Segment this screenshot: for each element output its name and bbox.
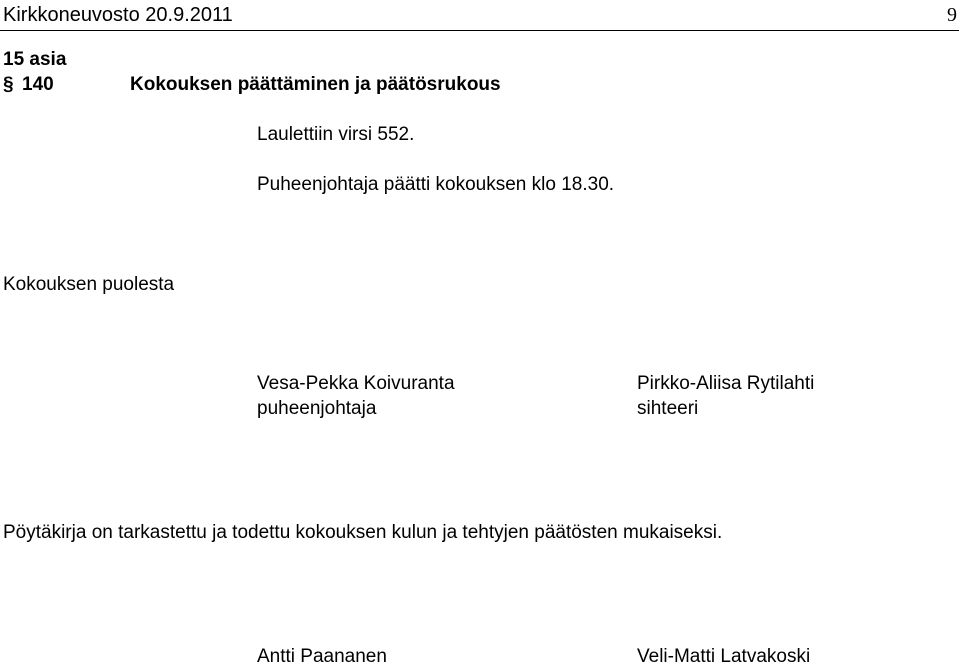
section-symbol: § [3,74,14,95]
verification-text: Pöytäkirja on tarkastettu ja todettu kokouksen kulun ja tehtyjen päätösten mukaiseksi. [3,522,723,543]
on-behalf-label: Kokouksen puolesta [3,274,175,295]
header-title: Kirkkoneuvosto 20.9.2011 [3,4,233,26]
chair-name: Vesa-Pekka Koivuranta [257,373,455,394]
section-number: 140 [22,74,54,95]
page-number: 9 [947,4,957,26]
verifier-1-name: Antti Paananen [257,646,387,667]
section-title: Kokouksen päättäminen ja päätösrukous [130,74,501,95]
topic-number: 15 asia [3,49,67,70]
secretary-name: Pirkko-Aliisa Rytilahti [637,373,815,394]
chair-role: puheenjohtaja [257,398,377,419]
body-line-hymn: Laulettiin virsi 552. [257,124,415,145]
body-line-closing: Puheenjohtaja päätti kokouksen klo 18.30. [257,174,615,195]
header-rule [0,30,959,31]
verifier-2-name: Veli-Matti Latvakoski [637,646,811,667]
secretary-role: sihteeri [637,398,699,419]
